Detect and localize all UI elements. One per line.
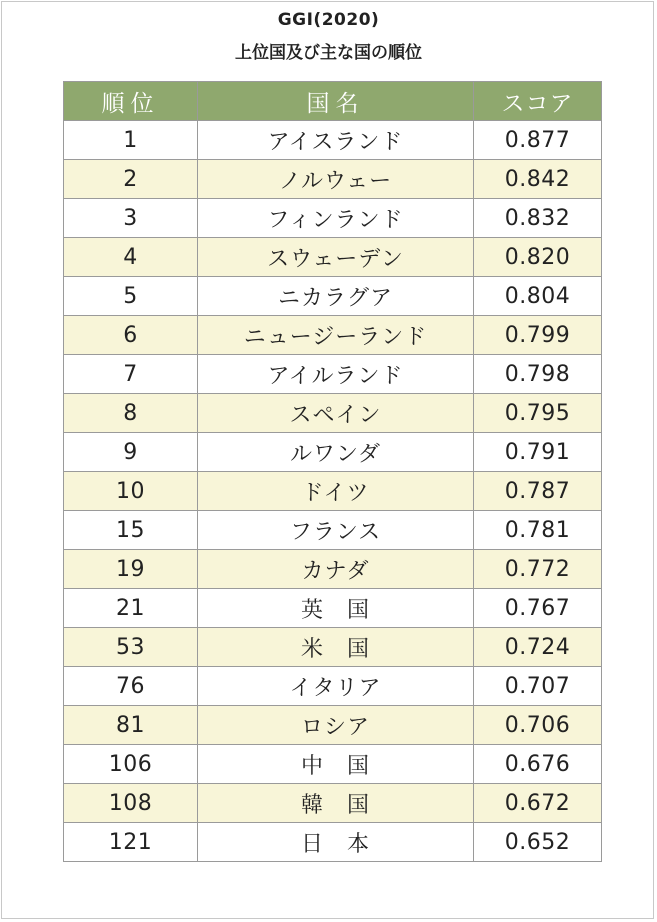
country-cell: スペイン [198, 394, 474, 433]
country-cell: ノルウェー [198, 160, 474, 199]
score-cell: 0.820 [474, 238, 602, 277]
page-title: GGI(2020) [277, 10, 380, 30]
country-cell: フィンランド [198, 199, 474, 238]
rank-cell: 81 [64, 706, 198, 745]
score-cell: 0.781 [474, 511, 602, 550]
country-cell: ニカラグア [198, 277, 474, 316]
score-cell: 0.877 [474, 121, 602, 160]
country-cell: 中 国 [198, 745, 474, 784]
table-body [64, 121, 602, 862]
rank-cell: 5 [64, 277, 198, 316]
score-cell: 0.676 [474, 745, 602, 784]
rank-cell: 108 [64, 784, 198, 823]
country-cell: スウェーデン [198, 238, 474, 277]
table-row [64, 472, 602, 511]
score-cell: 0.724 [474, 628, 602, 667]
country-cell: ニュージーランド [198, 316, 474, 355]
country-cell: ロシア [198, 706, 474, 745]
header-score: スコア [474, 82, 602, 121]
rank-cell: 9 [64, 433, 198, 472]
table-row [64, 394, 602, 433]
header-rank: 順位 [64, 82, 198, 121]
table-row [64, 706, 602, 745]
ranking-table [63, 81, 602, 862]
country-cell: ルワンダ [198, 433, 474, 472]
table-row [64, 238, 602, 277]
score-cell: 0.787 [474, 472, 602, 511]
country-cell: 韓 国 [198, 784, 474, 823]
table-row [64, 199, 602, 238]
score-cell: 0.798 [474, 355, 602, 394]
table-row [64, 589, 602, 628]
table-row [64, 550, 602, 589]
table-row [64, 316, 602, 355]
table-row [64, 784, 602, 823]
country-cell: アイスランド [198, 121, 474, 160]
table-row [64, 745, 602, 784]
rank-cell: 3 [64, 199, 198, 238]
score-cell: 0.791 [474, 433, 602, 472]
country-cell: 日 本 [198, 823, 474, 862]
country-cell: イタリア [198, 667, 474, 706]
score-cell: 0.672 [474, 784, 602, 823]
score-cell: 0.707 [474, 667, 602, 706]
table-row [64, 628, 602, 667]
country-cell: ドイツ [198, 472, 474, 511]
header-country: 国名 [198, 82, 474, 121]
table-row [64, 277, 602, 316]
rank-cell: 4 [64, 238, 198, 277]
rank-cell: 53 [64, 628, 198, 667]
country-cell: カナダ [198, 550, 474, 589]
rank-cell: 21 [64, 589, 198, 628]
table-row [64, 160, 602, 199]
table-row [64, 823, 602, 862]
score-cell: 0.804 [474, 277, 602, 316]
score-cell: 0.799 [474, 316, 602, 355]
country-cell: 米 国 [198, 628, 474, 667]
table-header-row [64, 82, 602, 121]
rank-cell: 15 [64, 511, 198, 550]
table-row [64, 121, 602, 160]
table-row [64, 667, 602, 706]
score-cell: 0.652 [474, 823, 602, 862]
country-cell: アイルランド [198, 355, 474, 394]
score-cell: 0.772 [474, 550, 602, 589]
rank-cell: 10 [64, 472, 198, 511]
table-row [64, 511, 602, 550]
score-cell: 0.767 [474, 589, 602, 628]
page-subtitle: 上位国及び主な国の順位 [235, 43, 422, 63]
score-cell: 0.842 [474, 160, 602, 199]
score-cell: 0.832 [474, 199, 602, 238]
rank-cell: 106 [64, 745, 198, 784]
rank-cell: 121 [64, 823, 198, 862]
rank-cell: 6 [64, 316, 198, 355]
rank-cell: 8 [64, 394, 198, 433]
table-row [64, 355, 602, 394]
rank-cell: 76 [64, 667, 198, 706]
rank-cell: 2 [64, 160, 198, 199]
country-cell: 英 国 [198, 589, 474, 628]
rank-cell: 1 [64, 121, 198, 160]
score-cell: 0.795 [474, 394, 602, 433]
rank-cell: 7 [64, 355, 198, 394]
rank-cell: 19 [64, 550, 198, 589]
country-cell: フランス [198, 511, 474, 550]
score-cell: 0.706 [474, 706, 602, 745]
table-row [64, 433, 602, 472]
